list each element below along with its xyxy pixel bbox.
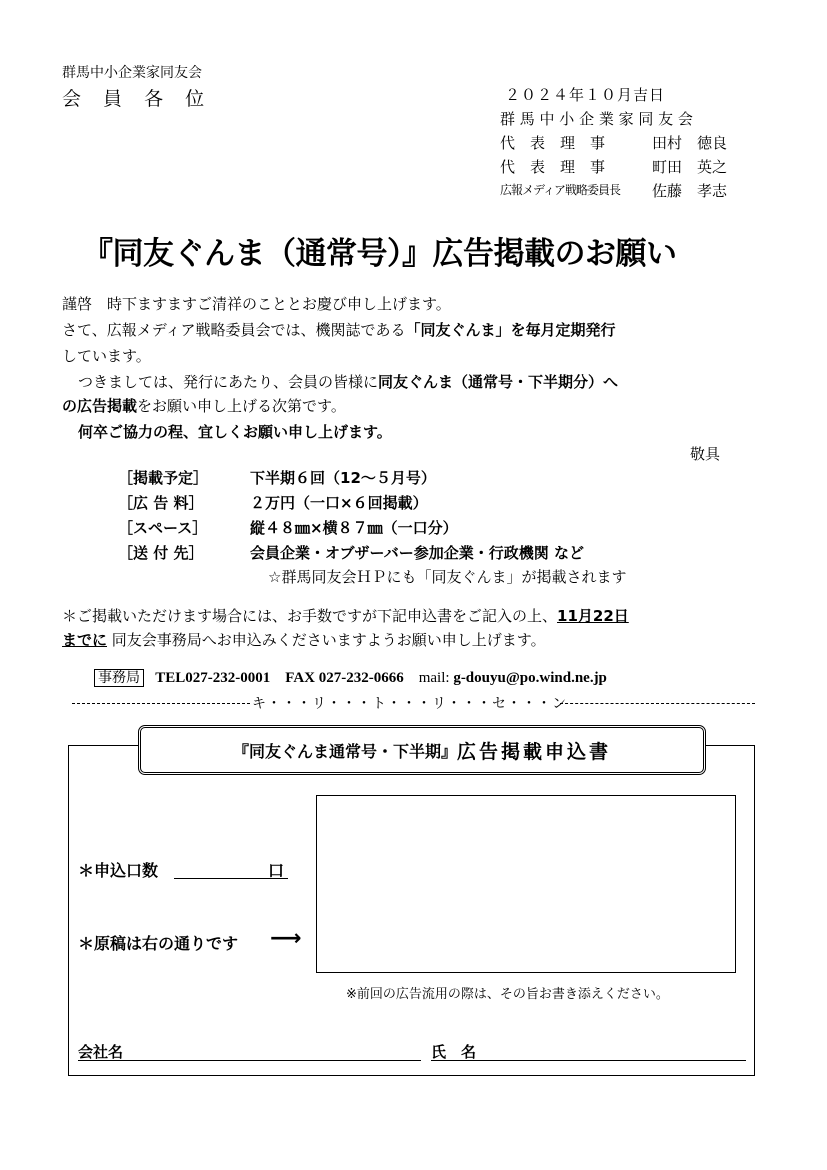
manuscript-label: ＊原稿は右の通りです — [78, 934, 239, 953]
contact-tel: TEL027-232-0001 — [155, 670, 271, 686]
notice-line-1 — [62, 605, 629, 626]
body-line-5-text: をお願い申し上げる次第です。 — [137, 397, 346, 415]
detail-label-destination: ［送 付 先］ — [118, 544, 204, 562]
arrow-right-icon: ⟶ — [270, 926, 302, 951]
body-line-2 — [62, 319, 616, 340]
body-line-2-bold: 「同友ぐんま」を毎月定期発行 — [405, 321, 616, 339]
body-line-4-text: つきましては、発行にあたり、会員の皆様に — [78, 373, 379, 391]
contact-line — [94, 667, 607, 687]
page-title: 『同友ぐんま（通常号）』広告掲載のお願い — [82, 236, 677, 272]
form-top-border-right — [700, 745, 755, 746]
body-line-2-text: さて、広報メディア戦略委員会では、機関誌である — [62, 321, 406, 339]
sender-role-3: 広報メディア戦略委員長 — [500, 183, 621, 197]
cut-line-text: キ・・・リ・・・ト・・・リ・・・セ・・・ン — [252, 696, 567, 712]
contact-fax: FAX 027-232-0666 — [285, 670, 404, 686]
notice-line-2 — [62, 629, 546, 650]
name-input-line[interactable] — [431, 1060, 746, 1061]
hp-note: ☆群馬同友会ＨＰにも「同友ぐんま」が掲載されます — [268, 568, 627, 586]
sender-name-1: 田村 徳良 — [652, 134, 728, 152]
body-line-4-bold: 同友ぐんま（通常号・下半期分）へ — [378, 373, 619, 391]
detail-value-space: 縦４８㎜×横８７㎜（一口分） — [250, 519, 458, 537]
company-label: 会社名 — [78, 1043, 124, 1061]
deadline-suffix: までに — [62, 631, 108, 649]
recipients: 会 員 各 位 — [62, 88, 213, 110]
greeting-line: 謹啓 時下ますますご清祥のこととお慶び申し上げます。 — [62, 295, 451, 313]
org-name: 群馬中小企業家同友会 — [62, 65, 202, 81]
name-label: 氏 名 — [431, 1043, 477, 1061]
closing: 敬具 — [690, 445, 721, 463]
body-line-3: しています。 — [62, 347, 151, 365]
detail-value-destination: 会員企業・オブザーバー参加企業・行政機関 など — [250, 544, 585, 562]
contact-mail: g-douyu@po.wind.ne.jp — [453, 670, 607, 686]
detail-label-space: ［スペース］ — [118, 519, 208, 537]
sender-org: 群 馬 中 小 企 業 家 同 友 会 — [500, 110, 693, 128]
office-label: 事務局 — [94, 669, 144, 687]
sender-role-2: 代 表 理 事 — [500, 158, 606, 176]
units-label: ＊申込口数 — [78, 861, 159, 880]
form-top-border-left — [68, 745, 140, 746]
body-line-5-bold: の広告掲載 — [62, 397, 138, 415]
cut-line-right — [560, 703, 755, 704]
notice-text: ＊ご掲載いただけます場合には、お手数ですが下記申込書をご記入の上、 — [62, 607, 558, 625]
form-title — [138, 725, 706, 775]
detail-value-fee: ２万円（一口×６回掲載） — [250, 494, 428, 512]
cut-line-left — [72, 703, 250, 704]
sender-name-2: 町田 英之 — [652, 158, 728, 176]
manuscript-box[interactable] — [316, 795, 736, 973]
form-title-a: 『同友ぐんま通常号・下半期』 — [232, 741, 457, 761]
body-line-6: 何卒ご協力の程、宜しくお願い申し上げます。 — [78, 423, 392, 441]
deadline-date: 11月22日 — [557, 607, 629, 625]
detail-label-schedule: ［掲載予定］ — [118, 469, 209, 487]
reuse-note: ※前回の広告流用の際は、その旨お書き添えください。 — [346, 987, 669, 1002]
units-suffix: 口 — [268, 861, 285, 880]
company-input-line[interactable] — [78, 1060, 421, 1061]
contact-mail-label: mail: — [418, 670, 450, 686]
sender-name-3: 佐藤 孝志 — [652, 182, 728, 200]
detail-value-schedule: 下半期６回（12～５月号） — [250, 469, 436, 487]
detail-label-fee: ［広 告 料］ — [118, 494, 204, 512]
form-title-b: 広告掲載申込書 — [457, 740, 612, 763]
body-line-5 — [62, 395, 346, 416]
date: ２０２４年１０月吉日 — [505, 86, 666, 104]
body-line-4 — [78, 371, 618, 392]
sender-role-1: 代 表 理 事 — [500, 134, 606, 152]
notice-text-2: 同友会事務局へお申込みくださいますようお願い申し上げます。 — [111, 631, 546, 649]
